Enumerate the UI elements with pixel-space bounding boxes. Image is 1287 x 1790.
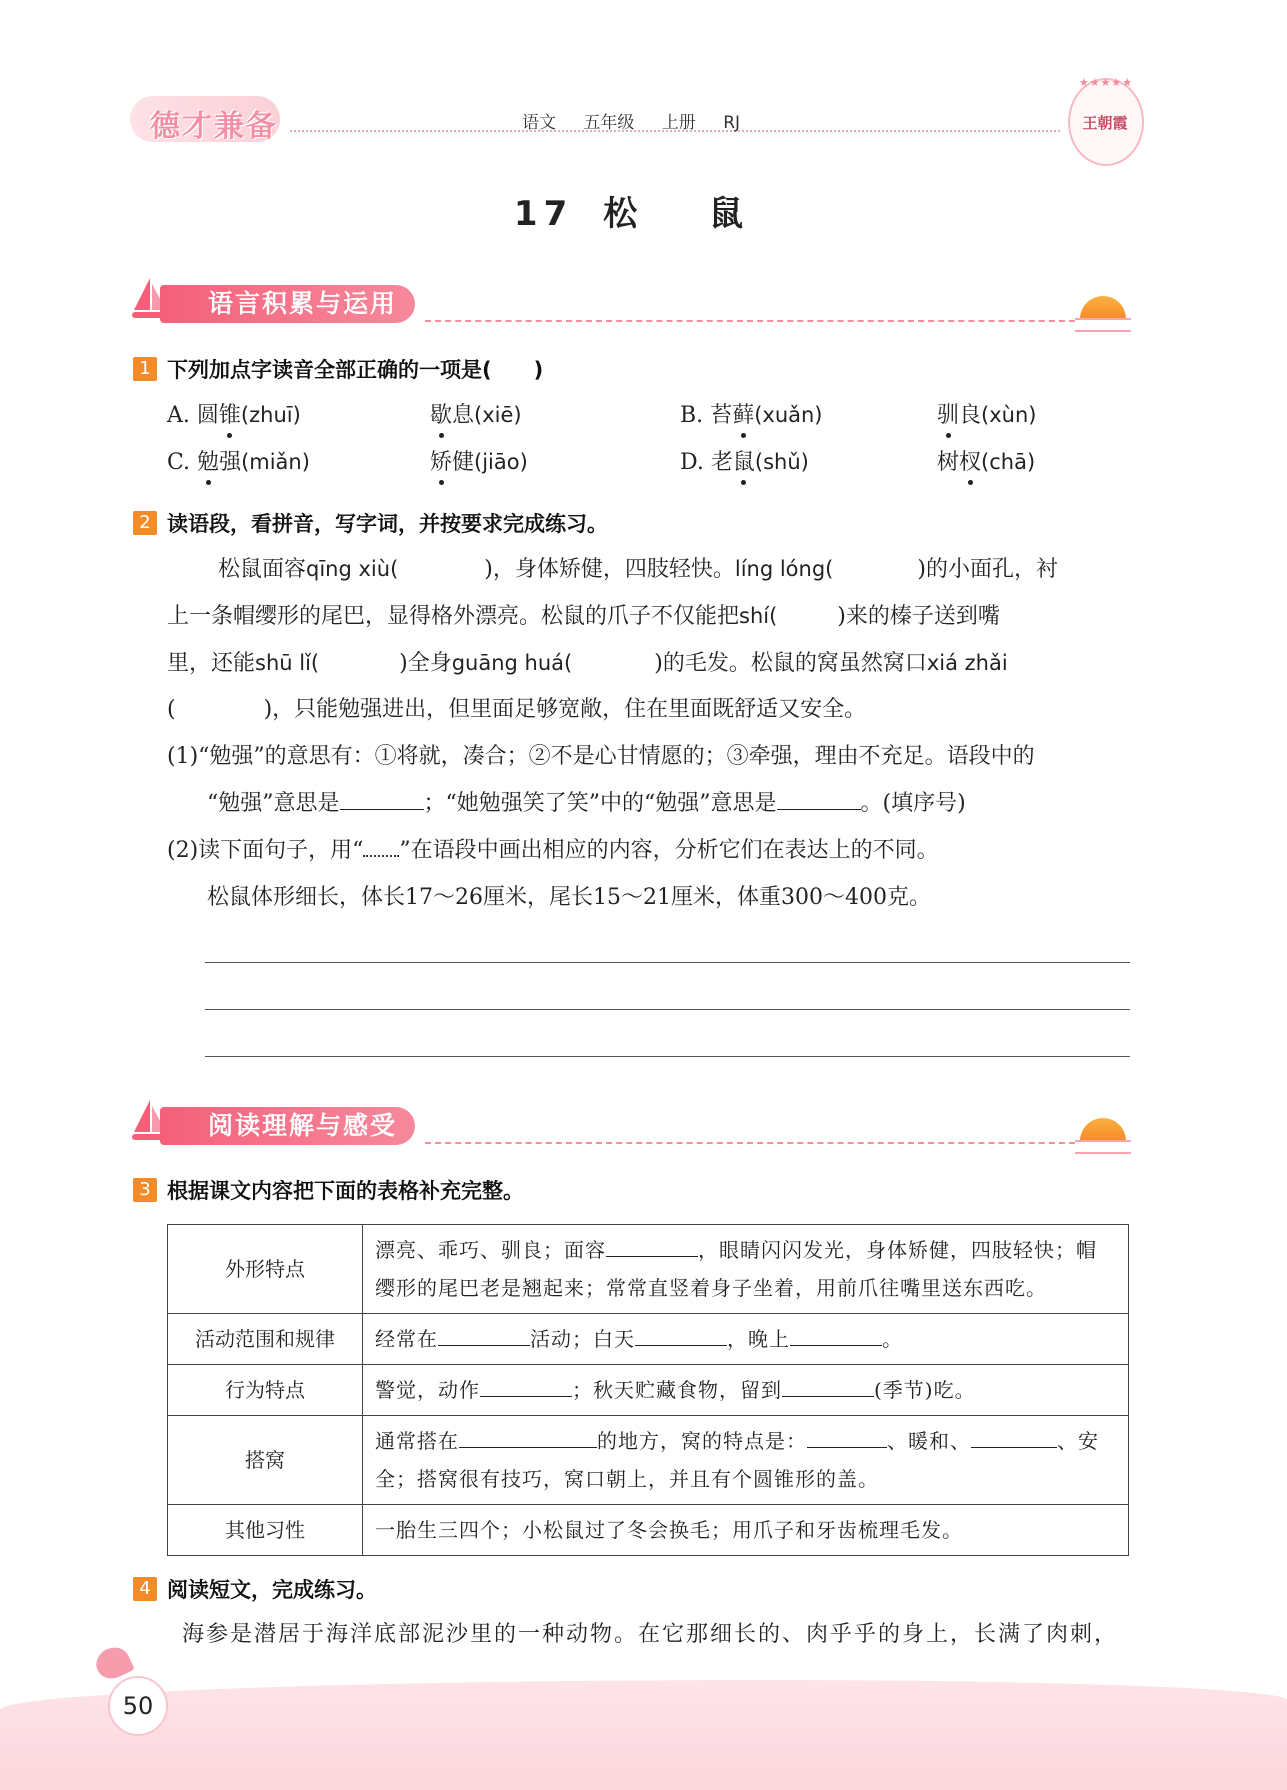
q1-option-d: D. 老鼠(shǔ) (680, 447, 809, 478)
header-meta (522, 108, 762, 133)
question-stem: 下列加点字读音全部正确的一项是( ) (167, 358, 544, 382)
answer-blank[interactable] (340, 789, 424, 810)
page-number: 50 (108, 1676, 168, 1736)
section-banner-language: 语言积累与运用 (160, 285, 415, 323)
table-row (168, 1505, 1129, 1556)
answer-blank[interactable] (807, 1427, 887, 1448)
table-key: 外形特点 (168, 1225, 363, 1314)
subq-2-line-1: (2)读下面句子，用“ ”在语段中画出相应的内容，分析它们在表达上的不同。 (167, 838, 939, 863)
question-stem: 读语段，看拼音，写字词，并按要求完成练习。 (167, 512, 608, 536)
sunset-water-icon (1075, 318, 1131, 332)
lesson-name: 松 鼠 (603, 194, 774, 234)
q1-option-c: C. 勉强(miǎn) (167, 447, 310, 478)
question-number: 1 (133, 357, 157, 381)
q1-option-a: A. 圆锥(zhuī) (167, 400, 301, 431)
q1-option-b-2: 驯良(xùn) (937, 400, 1036, 431)
sunset-icon (1080, 1118, 1126, 1141)
sunset-water-icon (1075, 1140, 1131, 1154)
table-key: 活动范围和规律 (168, 1314, 363, 1365)
q1-option-b: B. 苔藓(xuǎn) (680, 400, 823, 431)
answer-line[interactable] (205, 1056, 1130, 1057)
answer-blank[interactable] (480, 1376, 572, 1397)
passage-line-1: 松鼠面容qīng xiù( )，身体矫健，四肢轻快。líng lóng( )的小面孔，衬 (218, 557, 1058, 582)
table-key: 搭窝 (168, 1416, 363, 1505)
question-number: 4 (133, 1577, 157, 1601)
seal-text: 王朝霞 (1082, 114, 1128, 132)
answer-blank[interactable] (971, 1427, 1057, 1448)
sunset-icon (1080, 296, 1126, 319)
table-key: 行为特点 (168, 1365, 363, 1416)
passage-line-4: ( )，只能勉强进出，但里面足够宽敞，住在里面既舒适又安全。 (167, 697, 867, 722)
table-row (168, 1314, 1129, 1365)
q1-option-a-2: 歇息(xiē) (430, 400, 522, 431)
reading-passage: 海参是潜居于海洋底部泥沙里的一种动物。在它那细长的、肉乎乎的身上，长满了肉刺， (182, 1622, 1119, 1647)
table-key: 其他习性 (168, 1505, 363, 1556)
passage-line-2: 上一条帽缨形的尾巴，显得格外漂亮。松鼠的爪子不仅能把shí( )来的榛子送到嘴 (167, 604, 1000, 629)
table-value: 漂亮、乖巧、驯良；面容 ，眼睛闪闪发光，身体矫健，四肢轻快；帽 缨形的尾巴老是翘起来；常常直竖着身子坐着，用前爪往嘴里送东西吃。 (363, 1225, 1129, 1314)
table-row (168, 1416, 1129, 1505)
question-stem: 阅读短文，完成练习。 (167, 1578, 377, 1602)
meta-volume: 上册 (661, 113, 696, 133)
section-rule (425, 1142, 1075, 1144)
table-value: 警觉，动作 ；秋天贮藏食物，留到 (季节)吃。 (363, 1365, 1129, 1416)
question-stem: 根据课文内容把下面的表格补充完整。 (167, 1179, 524, 1203)
footer-wave (0, 1680, 1287, 1790)
answer-blank[interactable] (777, 789, 861, 810)
section-rule (425, 320, 1075, 322)
brand-text: 德才兼备 (150, 109, 278, 144)
meta-grade: 五年级 (583, 113, 635, 133)
table-row (168, 1225, 1129, 1314)
table-row (168, 1365, 1129, 1416)
passage-line-3: 里，还能shū lǐ( )全身guāng huá( )的毛发。松鼠的窝虽然窝口xiá zhǎi (167, 651, 1008, 676)
table-value: 一胎生三四个；小松鼠过了冬会换毛；用爪子和牙齿梳理毛发。 (363, 1505, 1129, 1556)
answer-line[interactable] (205, 1009, 1130, 1010)
q1-option-d-2: 树杈(chā) (937, 447, 1035, 478)
answer-line[interactable] (205, 962, 1130, 963)
lesson-number: 17 (513, 194, 574, 234)
subq-1-line-1: (1)“勉强”的意思有：①将就，凑合；②不是心甘情愿的；③牵强，理由不充足。语段中的 (167, 744, 1035, 769)
answer-blank[interactable] (635, 1325, 727, 1346)
q1-option-c-2: 矫健(jiāo) (430, 447, 528, 478)
meta-subject: 语文 (522, 113, 556, 133)
question-number: 3 (133, 1178, 157, 1202)
squirrel-info-table (167, 1224, 1129, 1556)
subq-1-line-2: “勉强”意思是 ；“她勉强笑了笑”中的“勉强”意思是 。(填序号) (207, 791, 966, 816)
answer-blank[interactable] (606, 1236, 698, 1257)
section-banner-reading: 阅读理解与感受 (160, 1107, 415, 1145)
meta-edition: RJ (723, 113, 741, 133)
table-value: 经常在 活动；白天 ，晚上 。 (363, 1314, 1129, 1365)
answer-blank[interactable] (438, 1325, 530, 1346)
question-number: 2 (133, 511, 157, 535)
answer-blank[interactable] (782, 1376, 874, 1397)
wavy-underline-icon (363, 837, 399, 857)
table-value: 通常搭在 的地方，窝的特点是： 、暖和、 、安 全；搭窝很有技巧，窝口朝上，并且有个圆锥形的盖。 (363, 1416, 1129, 1505)
seal-stars-icon: ★★★★★ (1078, 76, 1134, 89)
answer-blank[interactable] (790, 1325, 882, 1346)
subq-2-sentence: 松鼠体形细长，体长17～26厘米，尾长15～21厘米，体重300～400克。 (207, 885, 931, 910)
answer-blank[interactable] (459, 1427, 597, 1448)
lesson-title (0, 186, 1287, 235)
